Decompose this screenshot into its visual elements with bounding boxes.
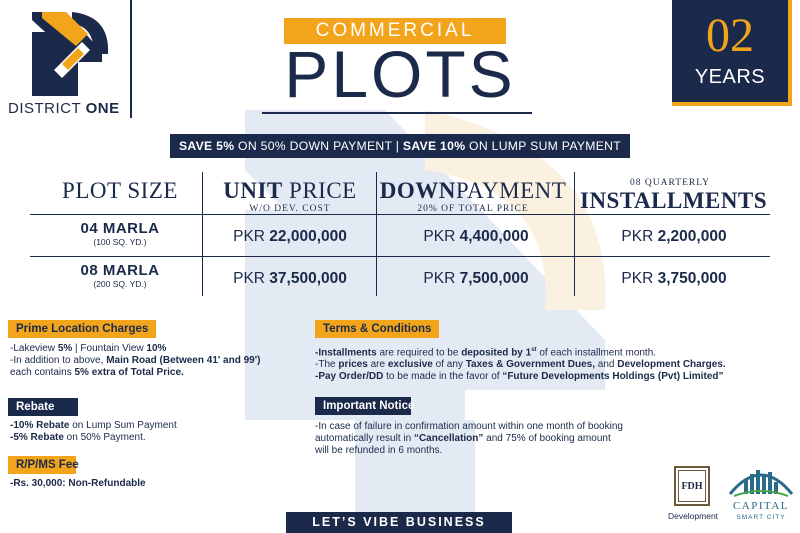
notice-heading: Important Notice [315,397,411,415]
logo-divider [130,0,132,118]
installment-cell: PKR 2,200,000 [621,228,727,245]
district-one-logo[interactable] [8,12,128,120]
years-number: 02 [706,9,754,62]
down-payment-cell: PKR 7,500,000 [423,270,529,287]
unit-price-cell: PKR 22,000,000 [233,228,347,245]
table-divider [30,256,770,257]
notice-text: -In case of failure in confirmation amount within one month of booking automatically result in “Cancellation” and 75% of booking amount will be refunded in 6 months. [315,421,623,456]
fee-heading: R/P/MS Fee [8,456,76,474]
table-divider [202,172,203,296]
table-divider [574,172,575,296]
savings-banner: SAVE 5% ON 50% DOWN PAYMENT | SAVE 10% ON LUMP SUM PAYMENT [170,134,630,158]
fdh-caption: Development [667,511,719,521]
city-skyline-icon [726,464,796,500]
unit-price-cell: PKR 37,500,000 [233,270,347,287]
tagline-banner: LET’S VIBE BUSINESS [286,512,512,533]
page-title: PLOTS [284,37,516,111]
table-row: 08 MARLA (200 SQ. YD.) [80,262,160,289]
prime-location-heading: Prime Location Charges [8,320,156,338]
title-underline [262,112,532,114]
header-down-payment: DOWNPAYMENT 20% OF TOTAL PRICE [379,178,567,214]
table-divider [30,214,770,215]
header-plot-size: PLOT SIZE [62,178,178,203]
terms-heading: Terms & Conditions [315,320,439,338]
capital-smart-city-logo[interactable]: CAPITAL SMART CITY [726,464,796,530]
header-unit-price: UNIT PRICE W/O DEV. COST [223,178,357,214]
terms-text: -Installments are required to be deposited by 1st of each installment month. -The prices are exclusive of any Taxes & Government Dues, and Development Charges. -Pay Order/DD to be made in the favor of “Future Developments Holdings (Pvt) Limited” [315,347,726,383]
fdh-logo[interactable] [664,466,722,528]
fee-text: -Rs. 30,000: Non-Refundable [10,478,146,489]
commercial-banner: COMMERCIAL [284,18,506,44]
prime-location-text: -Lakeview 5% | Fountain View 10% -In addition to above, Main Road (Between 41' and 99') each contains 5% extra of Total Price. [10,343,261,378]
table-row: 04 MARLA (100 SQ. YD.) [80,220,160,247]
rebate-heading: Rebate [8,398,78,416]
down-payment-cell: PKR 4,400,000 [423,228,529,245]
fdh-emblem-icon: FDH [674,466,710,506]
years-badge [672,0,792,106]
installment-cell: PKR 3,750,000 [621,270,727,287]
header-installments: 08 QUARTERLY INSTALLMENTS [580,178,768,213]
table-divider [376,172,377,296]
years-label: YEARS [694,66,766,88]
brand-name: DISTRICT ONE [8,100,120,117]
district-one-emblem-icon [32,12,110,96]
rebate-text: -10% Rebate on Lump Sum Payment -5% Rebate on 50% Payment. [10,420,177,443]
